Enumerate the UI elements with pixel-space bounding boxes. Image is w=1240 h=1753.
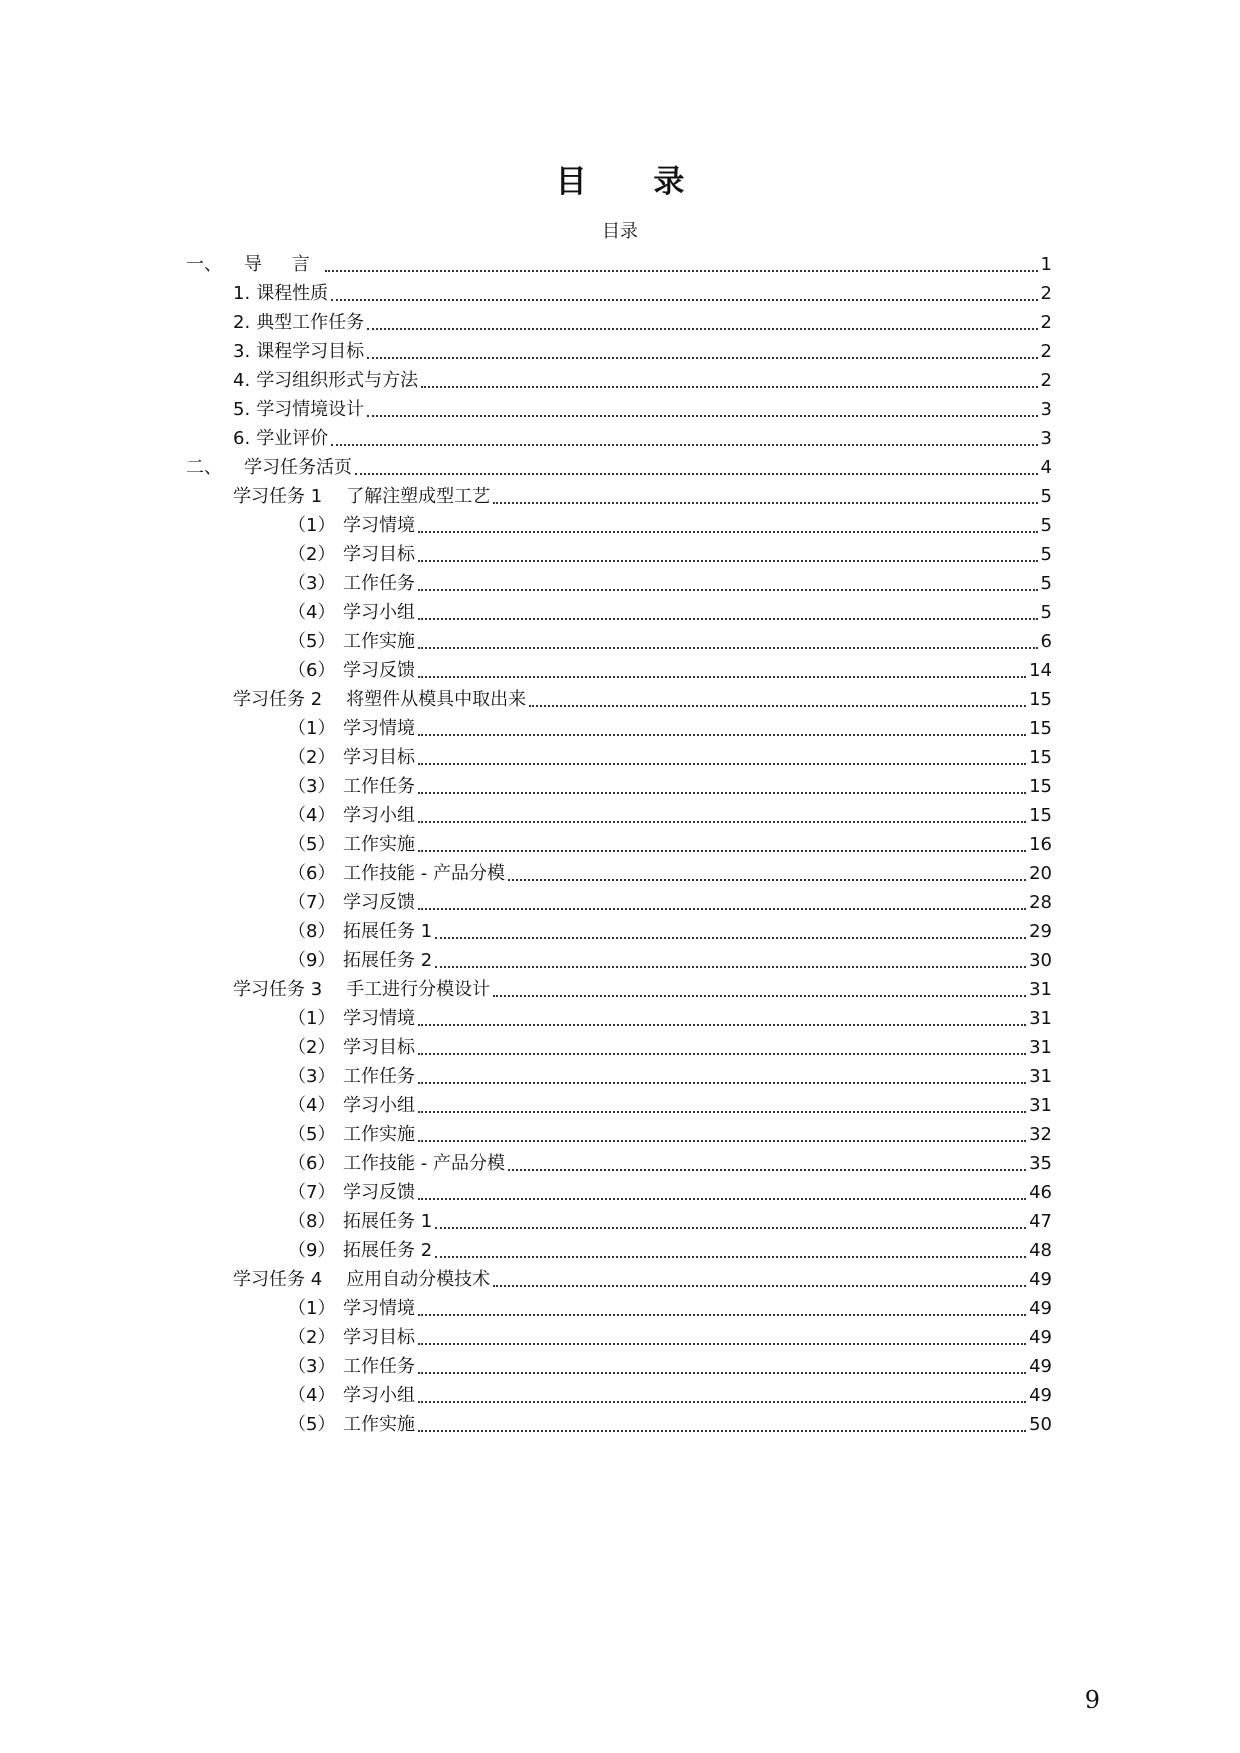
toc-dot-leader: [508, 859, 1026, 881]
toc-entry-label: 拓展任务 2: [343, 1240, 433, 1261]
toc-entry-number: （5）: [288, 1414, 336, 1435]
toc-entry-number: （5）: [288, 834, 336, 855]
toc-dot-leader: [418, 743, 1026, 765]
toc-entry-page: 31: [1029, 1008, 1052, 1029]
toc-entry[interactable]: [288, 773, 1052, 801]
toc-entry-label: 典型工作任务: [256, 312, 365, 333]
toc-entry[interactable]: [288, 628, 1052, 656]
toc-dot-leader: [418, 830, 1026, 852]
toc-entry-label: 学习小组: [343, 1385, 415, 1406]
toc-entry-label: 工作实施: [343, 631, 415, 652]
toc-entry-page: 47: [1029, 1211, 1052, 1232]
toc-entry[interactable]: [233, 280, 1052, 308]
toc-entry-page: 14: [1029, 660, 1052, 681]
toc-entry-number: （4）: [288, 805, 336, 826]
toc-entry-label: 学习小组: [343, 805, 415, 826]
toc-entry[interactable]: [288, 744, 1052, 772]
toc-entry-label: 工作实施: [343, 1414, 415, 1435]
toc-entry-number: （2）: [288, 1037, 336, 1058]
toc-entry[interactable]: [233, 367, 1052, 395]
toc-dot-leader: [493, 975, 1026, 997]
toc-entry-number: （5）: [288, 631, 336, 652]
toc-entry[interactable]: [288, 1237, 1052, 1265]
toc-entry[interactable]: [288, 1324, 1052, 1352]
toc-dot-leader: [418, 801, 1026, 823]
toc-entry[interactable]: [288, 1121, 1052, 1149]
toc-entry[interactable]: [288, 1092, 1052, 1120]
toc-dot-leader: [418, 511, 1038, 533]
toc-entry-page: 16: [1029, 834, 1052, 855]
page-title: 目 录: [555, 164, 713, 200]
toc-entry-label: 学习目标: [343, 1037, 415, 1058]
toc-entry-label: 课程学习目标: [256, 341, 365, 362]
toc-entry-page: 20: [1029, 863, 1052, 884]
toc-entry[interactable]: [288, 1295, 1052, 1323]
toc-dot-leader: [435, 1207, 1026, 1229]
toc-entry[interactable]: [186, 251, 1052, 279]
toc-entry-page: 4: [1040, 457, 1052, 478]
toc-entry[interactable]: [288, 1411, 1052, 1439]
toc-entry[interactable]: [288, 1005, 1052, 1033]
toc-dot-leader: [435, 917, 1026, 939]
toc-entry[interactable]: [288, 889, 1052, 917]
toc-entry-label: 学习组织形式与方法: [256, 370, 419, 391]
toc-entry[interactable]: [288, 1353, 1052, 1381]
toc-entry-page: 5: [1040, 602, 1052, 623]
toc-dot-leader: [418, 1091, 1026, 1113]
toc-entry[interactable]: [288, 1382, 1052, 1410]
toc-dot-leader: [435, 1236, 1026, 1258]
toc-dot-leader: [418, 1294, 1026, 1316]
toc-dot-leader: [421, 366, 1037, 388]
toc-entry-page: 49: [1029, 1385, 1052, 1406]
toc-entry[interactable]: [288, 918, 1052, 946]
toc-entry-label: 课程性质: [256, 283, 329, 304]
toc-entry-label: 工作技能 - 产品分模: [343, 863, 505, 884]
toc-entry-number: （1）: [288, 1008, 336, 1029]
toc-entry-page: 15: [1029, 776, 1052, 797]
toc-dot-leader: [418, 1004, 1026, 1026]
toc-dot-leader: [418, 627, 1038, 649]
toc-dot-leader: [493, 482, 1037, 504]
toc-entry-number: 3.: [233, 341, 251, 362]
toc-entry-number: （6）: [288, 660, 336, 681]
toc-entry-page: 15: [1029, 689, 1052, 710]
toc-dot-leader: [418, 1033, 1026, 1055]
toc-entry[interactable]: [288, 1179, 1052, 1207]
toc-entry[interactable]: [288, 1208, 1052, 1236]
toc-entry-page: 30: [1029, 950, 1052, 971]
toc-entry-page: 49: [1029, 1298, 1052, 1319]
toc-entry-number: 1.: [233, 283, 251, 304]
toc-dot-leader: [355, 453, 1038, 475]
toc-dot-leader: [418, 598, 1038, 620]
toc-entry-number: （4）: [288, 1385, 336, 1406]
toc-entry-label: 应用自动分模技术: [346, 1269, 491, 1290]
toc-entry-label: 学习情境设计: [256, 399, 365, 420]
toc-entry-label: 工作任务: [343, 776, 415, 797]
toc-entry[interactable]: [233, 483, 1052, 511]
toc-entry-label: 学习反馈: [343, 892, 415, 913]
toc-entry-page: 50: [1029, 1414, 1052, 1435]
toc-entry-label: 学习小组: [343, 602, 415, 623]
toc-dot-leader: [418, 569, 1038, 591]
toc-entry[interactable]: [288, 1150, 1052, 1178]
toc-entry-number: （3）: [288, 776, 336, 797]
toc-entry-label: 工作技能 - 产品分模: [343, 1153, 505, 1174]
toc-entry-label: 学习小组: [343, 1095, 415, 1116]
toc-dot-leader: [331, 279, 1037, 301]
toc-dot-leader: [331, 424, 1037, 446]
toc-entry-page: 15: [1029, 747, 1052, 768]
toc-entry-page: 31: [1029, 979, 1052, 1000]
toc-entry-label: 学习目标: [343, 544, 415, 565]
toc-entry[interactable]: [233, 425, 1052, 453]
toc-entry-page: 2: [1040, 312, 1052, 333]
toc-entry-number: （2）: [288, 1327, 336, 1348]
toc-entry-label: 学习反馈: [343, 660, 415, 681]
toc-entry-number: （8）: [288, 921, 336, 942]
toc-dot-leader: [418, 888, 1026, 910]
toc-entry-label: 学习情境: [343, 718, 415, 739]
toc-entry-page: 6: [1040, 631, 1052, 652]
toc-dot-leader: [367, 337, 1037, 359]
toc-entry-page: 3: [1040, 399, 1052, 420]
toc-entry-page: 5: [1040, 573, 1052, 594]
toc-entry-page: 49: [1029, 1327, 1052, 1348]
toc-entry-number: （2）: [288, 544, 336, 565]
toc-entry[interactable]: [233, 686, 1052, 714]
toc-entry-page: 15: [1029, 718, 1052, 739]
toc-entry-label: 工作实施: [343, 834, 415, 855]
toc-dot-leader: [418, 714, 1026, 736]
toc-entry-page: 35: [1029, 1153, 1052, 1174]
toc-entry-number: （4）: [288, 602, 336, 623]
toc-entry[interactable]: [288, 512, 1052, 540]
toc-entry-number: （8）: [288, 1211, 336, 1232]
toc-entry[interactable]: [233, 309, 1052, 337]
toc-entry-number: 学习任务 1: [233, 486, 323, 507]
toc-entry-page: 5: [1040, 486, 1052, 507]
toc-dot-leader: [325, 250, 1038, 272]
toc-dot-leader: [418, 1120, 1026, 1142]
toc-dot-leader: [418, 1178, 1026, 1200]
toc-dot-leader: [418, 1381, 1026, 1403]
toc-entry-page: 2: [1040, 283, 1052, 304]
toc-entry[interactable]: [288, 860, 1052, 888]
toc-entry-number: （3）: [288, 1066, 336, 1087]
toc-entry-number: （1）: [288, 718, 336, 739]
toc-dot-leader: [508, 1149, 1026, 1171]
toc-entry-label: 工作任务: [343, 1066, 415, 1087]
toc-entry-number: 二、: [186, 457, 222, 478]
toc-dot-leader: [418, 1062, 1026, 1084]
toc-entry-label: 学业评价: [256, 428, 329, 449]
toc-dot-leader: [418, 540, 1038, 562]
toc-entry[interactable]: [233, 396, 1052, 424]
toc-entry-number: 4.: [233, 370, 251, 391]
toc-entry-label: 了解注塑成型工艺: [346, 486, 491, 507]
toc-entry-page: 31: [1029, 1037, 1052, 1058]
toc-entry-number: （3）: [288, 1356, 336, 1377]
toc-entry-page: 3: [1040, 428, 1052, 449]
toc-entry[interactable]: [288, 657, 1052, 685]
toc-entry-number: （7）: [288, 892, 336, 913]
toc-entry-number: （3）: [288, 573, 336, 594]
toc-entry-number: 学习任务 4: [233, 1269, 323, 1290]
toc-subtitle: 目录: [602, 221, 638, 242]
toc-entry[interactable]: [233, 338, 1052, 366]
toc-entry-number: （2）: [288, 747, 336, 768]
toc-entry[interactable]: [288, 1034, 1052, 1062]
toc-entry-page: 28: [1029, 892, 1052, 913]
toc-entry[interactable]: [288, 947, 1052, 975]
toc-entry-number: （9）: [288, 950, 336, 971]
toc-entry-label: 工作任务: [343, 1356, 415, 1377]
toc-entry-page: 49: [1029, 1356, 1052, 1377]
toc-entry-number: 5.: [233, 399, 251, 420]
toc-entry-label: 手工进行分模设计: [346, 979, 491, 1000]
toc-entry-page: 31: [1029, 1095, 1052, 1116]
toc-entry-number: 2.: [233, 312, 251, 333]
toc-entry-number: （1）: [288, 515, 336, 536]
toc-entry-label: 学习反馈: [343, 1182, 415, 1203]
toc-dot-leader: [418, 1352, 1026, 1374]
toc-entry[interactable]: [288, 802, 1052, 830]
toc-dot-leader: [493, 1265, 1026, 1287]
toc-entry-number: 6.: [233, 428, 251, 449]
toc-entry[interactable]: [233, 976, 1052, 1004]
toc-dot-leader: [418, 656, 1026, 678]
toc-dot-leader: [367, 308, 1037, 330]
toc-dot-leader: [435, 946, 1026, 968]
toc-entry-page: 48: [1029, 1240, 1052, 1261]
toc-entry-number: 一、: [186, 254, 222, 275]
toc-entry-label: 学习目标: [343, 1327, 415, 1348]
toc-entry[interactable]: [288, 541, 1052, 569]
toc-entry[interactable]: [288, 715, 1052, 743]
toc-entry-page: 46: [1029, 1182, 1052, 1203]
toc-entry-page: 15: [1029, 805, 1052, 826]
toc-entry-number: （1）: [288, 1298, 336, 1319]
toc-entry-page: 49: [1029, 1269, 1052, 1290]
page-number: 9: [1084, 1686, 1100, 1714]
toc-entry-page: 32: [1029, 1124, 1052, 1145]
toc-entry-page: 1: [1040, 254, 1052, 275]
toc-dot-leader: [529, 685, 1026, 707]
toc-entry[interactable]: [233, 1266, 1052, 1294]
toc-entry-page: 31: [1029, 1066, 1052, 1087]
toc-entry-label: 拓展任务 2: [343, 950, 433, 971]
toc-entry[interactable]: [186, 454, 1052, 482]
toc-entry-label: 将塑件从模具中取出来: [346, 689, 527, 710]
toc-dot-leader: [367, 395, 1037, 417]
toc-dot-leader: [418, 1410, 1026, 1432]
toc-entry-page: 2: [1040, 341, 1052, 362]
toc-entry-page: 2: [1040, 370, 1052, 391]
toc-entry-number: （6）: [288, 1153, 336, 1174]
toc-entry-label: 学习任务活页: [244, 457, 352, 478]
toc-entry-number: （9）: [288, 1240, 336, 1261]
toc-entry-number: 学习任务 2: [233, 689, 323, 710]
toc-entry-label: 拓展任务 1: [343, 921, 433, 942]
toc-entry-label: 学习情境: [343, 1298, 415, 1319]
toc-entry[interactable]: [288, 570, 1052, 598]
toc-entry-label: 工作任务: [343, 573, 415, 594]
toc-entry-page: 5: [1040, 515, 1052, 536]
toc-entry-label: 工作实施: [343, 1124, 415, 1145]
toc-dot-leader: [418, 772, 1026, 794]
toc-entry[interactable]: [288, 599, 1052, 627]
toc-entry[interactable]: [288, 1063, 1052, 1091]
toc-entry-page: 5: [1040, 544, 1052, 565]
toc-entry-label: 学习目标: [343, 747, 415, 768]
toc-entry-label: 导 言: [244, 254, 322, 275]
toc-entry-page: 29: [1029, 921, 1052, 942]
toc-entry-number: （6）: [288, 863, 336, 884]
toc-entry-label: 拓展任务 1: [343, 1211, 433, 1232]
toc-entry-label: 学习情境: [343, 515, 415, 536]
toc-entry-number: 学习任务 3: [233, 979, 323, 1000]
toc-dot-leader: [418, 1323, 1026, 1345]
toc-entry-number: （4）: [288, 1095, 336, 1116]
toc-entry-label: 学习情境: [343, 1008, 415, 1029]
toc-entry-number: （5）: [288, 1124, 336, 1145]
toc-entry[interactable]: [288, 831, 1052, 859]
toc-entry-number: （7）: [288, 1182, 336, 1203]
